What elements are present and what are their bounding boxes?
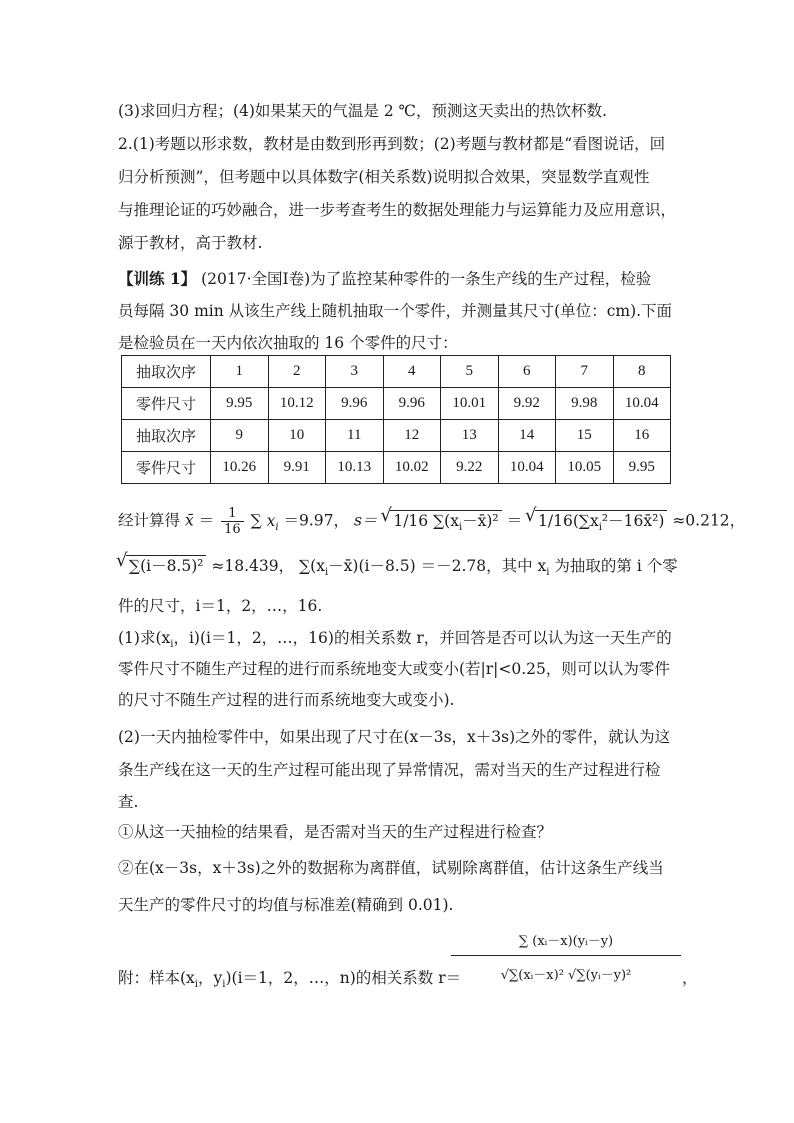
appendix-mid: ，y (198, 969, 223, 987)
table-cell: 5 (441, 356, 499, 388)
calc-line-2: √ ∑(i－8.5)² ≈18.439， $\sum(x_i-x̄)(i-8.5) =-2.78$，其中 $x_i$ 为抽取的第 i 个零 (118, 555, 678, 583)
appendix-rest: )(i＝1，2，…，n)的相关系数 r＝ (225, 969, 462, 987)
table-cell: 7 (556, 356, 614, 388)
table-cell: 10.05 (556, 452, 614, 484)
correlation-formula (451, 930, 681, 983)
parts-size-table (121, 355, 671, 484)
table-cell: 10.12 (268, 388, 326, 420)
x-i: $x_i$ (266, 511, 279, 533)
para-line-1: (3)求回归方程；(4)如果某天的气温是 2 ℃，预测这天卖出的热饮杯数. (118, 102, 607, 120)
formula-equals: ＝ (198, 511, 215, 530)
table-cell: 9.92 (498, 388, 556, 420)
table-cell: 4 (383, 356, 441, 388)
formula-equals-2: ＝ (506, 511, 523, 530)
table-cell: 9.95 (211, 388, 269, 420)
appendix-line: 附：样本($x_i$，$y_i)(i=1$，2，…，n)的相关系数 r＝ (118, 969, 462, 991)
table-cell: 10.13 (326, 452, 384, 484)
table-cell: 8 (613, 356, 671, 388)
table-cell: 16 (613, 420, 671, 452)
training-label: 【训练 1】 (118, 269, 197, 288)
s-label: s＝ (353, 511, 378, 530)
formula-numerator: ∑ (xᵢ－x)(yᵢ－y) (451, 930, 681, 956)
para-line-5: 源于教材，高于教材. (118, 234, 263, 252)
table-cell: 3 (326, 356, 384, 388)
q1-prefix: (1)求(x (118, 629, 171, 647)
table-cell: 6 (498, 356, 556, 388)
table-cell: 9.96 (383, 388, 441, 420)
cov-expression: $\sum(x_i-x̄)(i-8.5)$ (299, 557, 416, 579)
q2b-line-2: 天生产的零件尺寸的均值与标准差(精确到 0.01). (118, 896, 454, 914)
calc-prefix: 经计算得 (118, 511, 181, 530)
table-row (122, 452, 671, 484)
table-cell: 11 (326, 420, 384, 452)
formula-denominator: √∑(xᵢ－x)² √∑(yᵢ－y)² (500, 968, 632, 983)
table-cell: 9.96 (326, 388, 384, 420)
s-approx-value: ≈0.212， (672, 511, 746, 530)
table-header-cell: 零件尺寸 (122, 452, 211, 484)
q1-line-3: 的尺寸不随生产过程的进行而系统地变大或变小). (118, 691, 455, 709)
mean-value: ＝9.97， (283, 511, 349, 530)
mean-symbol: x̄ (184, 511, 194, 530)
appendix-prefix: 附：样本(x (118, 969, 195, 987)
table-cell: 9.22 (441, 452, 499, 484)
training-line-2: 员每隔 30 min 从该生产线上随机抽取一个零件，并测量其尺寸(单位：cm).下面 (118, 302, 673, 320)
q2b-line-1: ②在(x－3s，x＋3s)之外的数据称为离群值，试剔除离群值，估计这条生产线当 (118, 859, 664, 877)
q1-rest: ，i)(i＝1，2，…，16)的相关系数 r，并回答是否可以认为这一天生产的 (173, 629, 672, 647)
q1-line-1: (1)求($x_i$，i)(i＝1，2，…，16)的相关系数 r，并回答是否可以认为这一天生产的 (118, 629, 672, 651)
q2-line-2: 条生产线在这一天的生产过程可能出现了异常情况，需对当天的生产过程进行检 (118, 761, 661, 779)
sqrt-expression-2: √ $1/16(\sum x_i^2-16x̄^2)$ (535, 510, 667, 538)
table-cell: 1 (211, 356, 269, 388)
table-cell: 9.98 (556, 388, 614, 420)
table-cell: 9.91 (268, 452, 326, 484)
size-line: 件的尺寸，i＝1，2，…，16. (118, 597, 323, 615)
table-cell: 2 (268, 356, 326, 388)
sqrt-expression: √ 1/16 $\sum(x_i-x̄)^2$ (390, 510, 501, 538)
calc-line-1 (118, 506, 746, 538)
sum-symbol: ∑ (250, 511, 262, 530)
table-cell: 9 (211, 420, 269, 452)
sqrt-sum-value: ≈18.439， (211, 557, 295, 575)
table-cell: 13 (441, 420, 499, 452)
table-cell: 10.02 (383, 452, 441, 484)
cov-tail: 为抽取的第 i 个零 (554, 557, 678, 575)
table-cell: 10 (268, 420, 326, 452)
q2-line-3: 查. (118, 793, 139, 811)
table-cell: 10.01 (441, 388, 499, 420)
para-line-4: 与推理论证的巧妙融合，进一步考查考生的数据处理能力与运算能力及应用意识， (118, 201, 677, 219)
para-line-2: 2.(1)考题以形求数，教材是由数到形再到数；(2)考题与教材都是“看图说话，回 (118, 135, 666, 153)
table-row (122, 420, 671, 452)
cov-value: ＝－2.78，其中 x (420, 557, 547, 575)
q2a-line: ①从这一天抽检的结果看，是否需对当天的生产过程进行检查？ (118, 823, 553, 841)
mean-fraction: $\frac{1}{16}$ (221, 506, 244, 537)
table-header-cell: 零件尺寸 (122, 388, 211, 420)
table-cell: 10.04 (613, 388, 671, 420)
table-cell: 15 (556, 420, 614, 452)
table-header-cell: 抽取次序 (122, 356, 211, 388)
table-cell: 9.95 (613, 452, 671, 484)
q2-line-1: (2)一天内抽检零件中，如果出现了尺寸在(x－3s，x＋3s)之外的零件，就认为这 (118, 728, 671, 746)
table-cell: 10.26 (211, 452, 269, 484)
formula-comma: ， (682, 969, 698, 987)
table-cell: 12 (383, 420, 441, 452)
table-row (122, 388, 671, 420)
table-row (122, 356, 671, 388)
training-intro: (2017·全国Ⅰ卷)为了监控某种零件的一条生产线的生产过程，检验 (196, 270, 652, 288)
q1-line-2: 零件尺寸不随生产过程的进行而系统地变大或变小(若|r|<0.25，则可以认为零件 (118, 660, 670, 678)
table-cell: 10.04 (498, 452, 556, 484)
sqrt-sum-expression: √ ∑(i－8.5)² (126, 555, 206, 576)
training-heading (118, 269, 678, 289)
table-header-cell: 抽取次序 (122, 420, 211, 452)
training-line-3: 是检验员在一天内依次抽取的 16 个零件的尺寸： (118, 334, 458, 352)
para-line-3: 归分析预测”，但考题中以具体数字(相关系数)说明拟合效果，突显数学直观性 (118, 168, 650, 186)
table-cell: 14 (498, 420, 556, 452)
